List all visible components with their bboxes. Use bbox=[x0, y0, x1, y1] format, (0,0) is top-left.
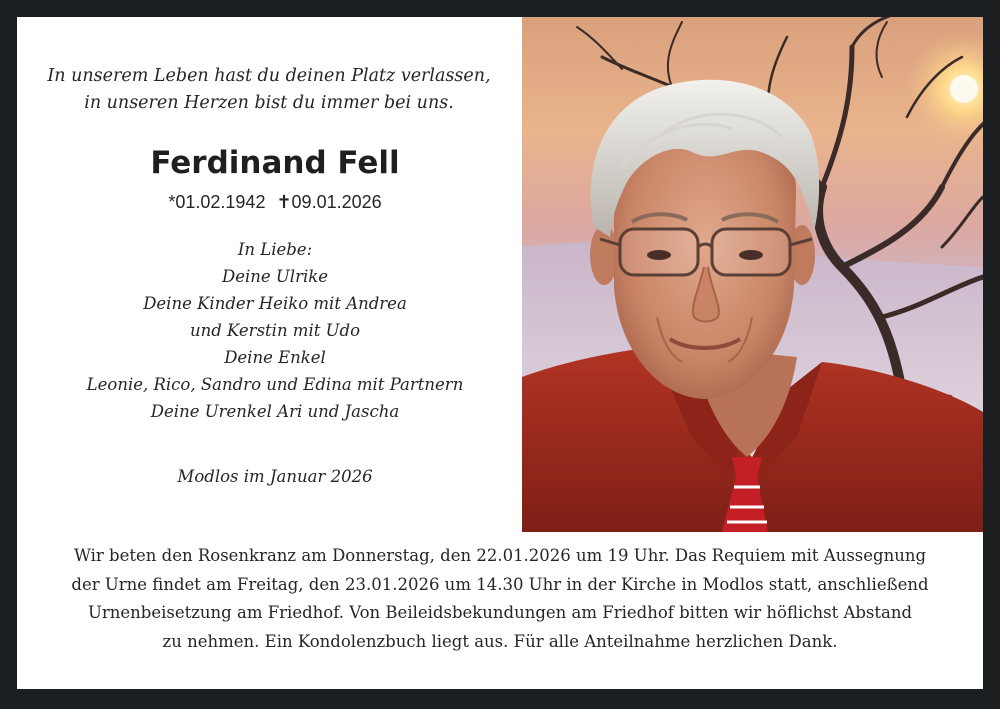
obituary-card bbox=[17, 17, 983, 689]
place-and-date: Modlos im Januar 2026 bbox=[177, 467, 373, 486]
mourner-line: Deine Ulrike bbox=[221, 267, 329, 286]
portrait-illustration bbox=[522, 17, 983, 532]
mourners-list bbox=[17, 236, 533, 425]
right-eye bbox=[739, 250, 763, 260]
announcement-line-3: Urnenbeisetzung am Friedhof. Von Beileidsbekundungen am Friedhof bitten wir höflichst Abstand bbox=[87, 603, 913, 622]
life-dates bbox=[17, 190, 533, 214]
sun bbox=[950, 75, 978, 103]
verse-line-2: in unseren Herzen bist du immer bei uns. bbox=[84, 93, 454, 113]
deceased-name: Ferdinand Fell bbox=[150, 145, 400, 181]
mourner-line: Deine Enkel bbox=[224, 348, 326, 367]
obituary-text-column bbox=[17, 17, 521, 532]
left-ear bbox=[590, 225, 618, 285]
birth-date: *01.02.1942 bbox=[168, 192, 266, 212]
mourner-line: Deine Urenkel Ari und Jascha bbox=[150, 402, 400, 421]
left-eye bbox=[647, 250, 671, 260]
announcement-line-1: Wir beten den Rosenkranz am Donnerstag, den 22.01.2026 um 19 Uhr. Das Requiem mit Aussegnung bbox=[73, 546, 927, 565]
announcement-line-4: zu nehmen. Ein Kondolenzbuch liegt aus. Für alle Anteilnahme herzlichen Dank. bbox=[162, 631, 838, 651]
memorial-verse bbox=[17, 63, 521, 117]
mourner-line: Leonie, Rico, Sandro und Edina mit Partnern bbox=[86, 375, 464, 394]
death-date: ✝09.01.2026 bbox=[276, 192, 382, 212]
mourner-line: und Kerstin mit Udo bbox=[189, 321, 361, 340]
funeral-announcement bbox=[17, 542, 983, 656]
mourners-intro: In Liebe: bbox=[237, 240, 313, 259]
portrait-photo bbox=[522, 17, 983, 532]
mourner-line: Deine Kinder Heiko mit Andrea bbox=[143, 294, 407, 313]
verse-line-1: In unserem Leben hast du deinen Platz verlassen, bbox=[47, 66, 491, 86]
announcement-line-2: der Urne findet am Freitag, den 23.01.2026 um 14.30 Uhr in der Kirche in Modlos statt, anschließend bbox=[71, 574, 929, 594]
